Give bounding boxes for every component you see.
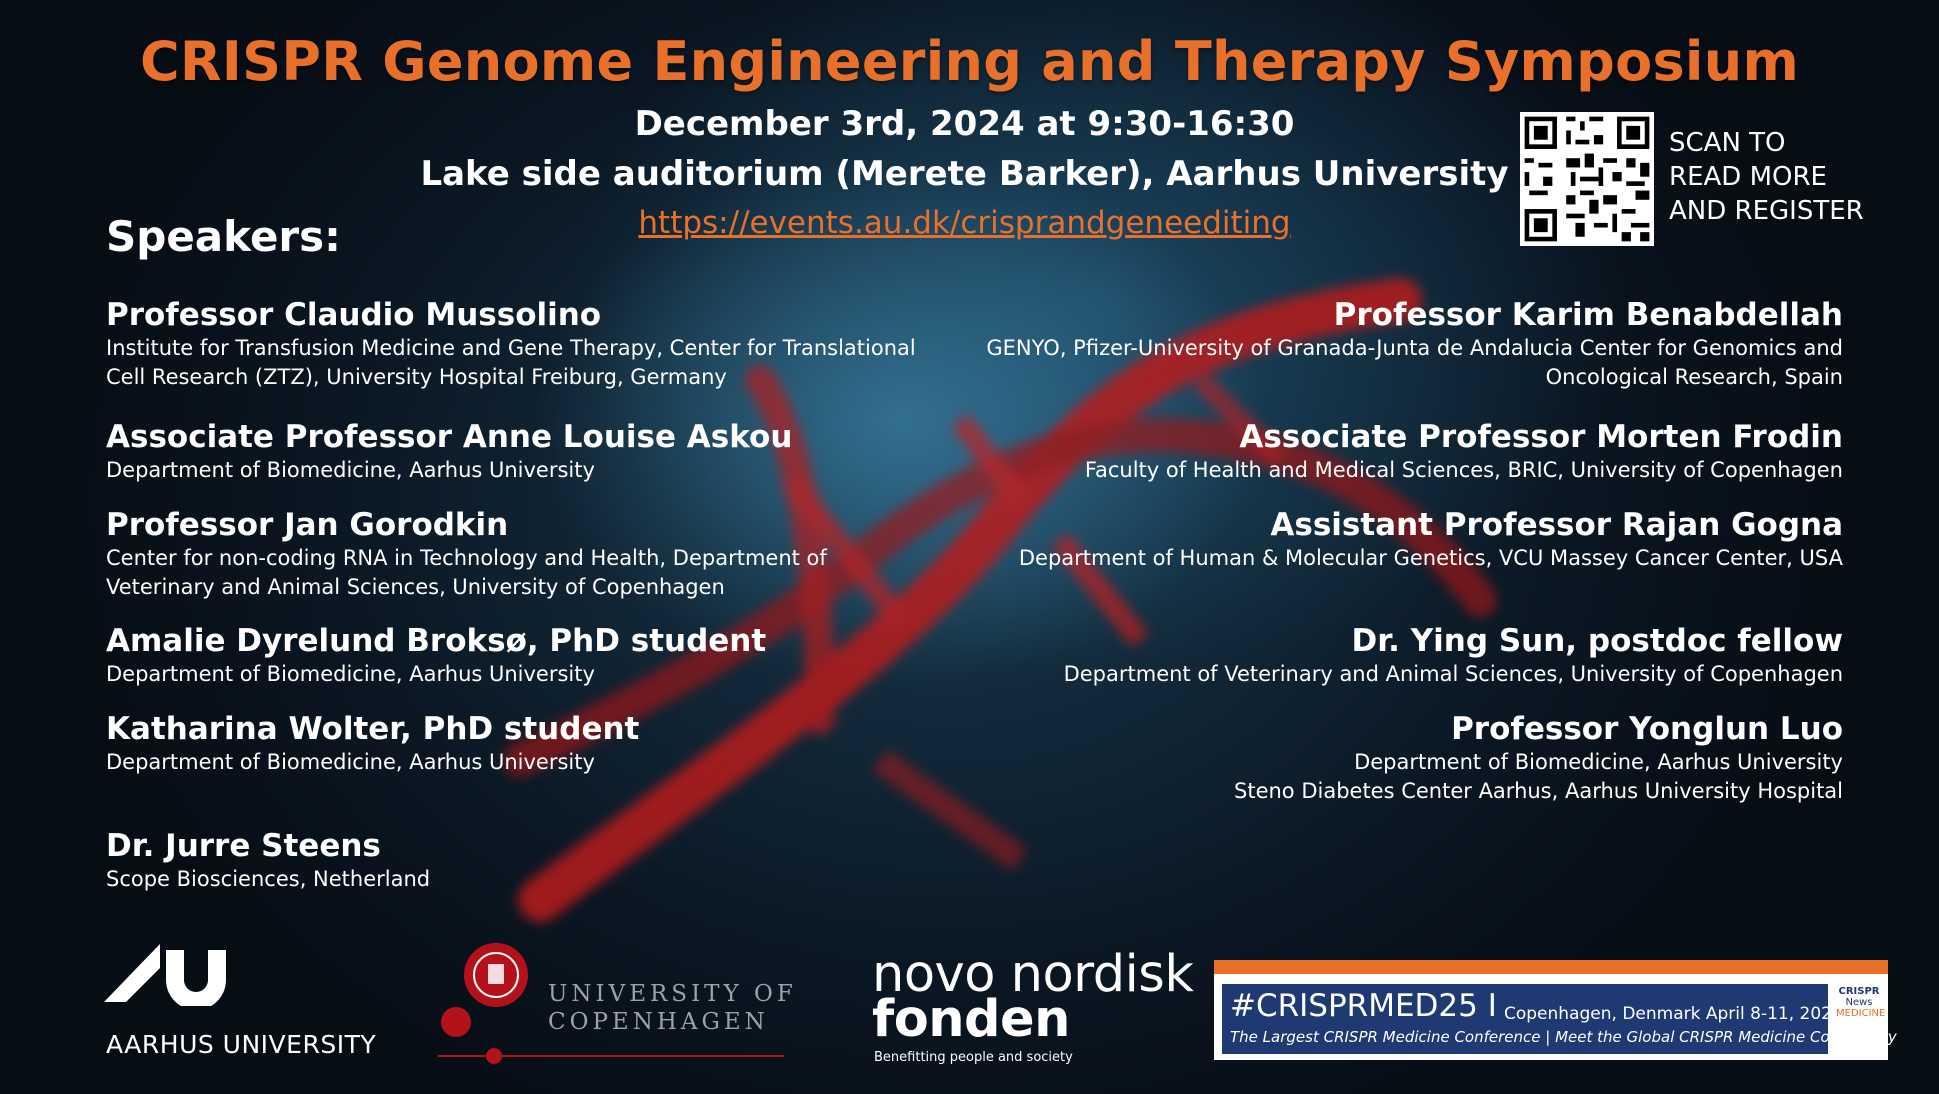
speaker-entry	[1064, 622, 1843, 689]
aarhus-university-wordmark: AARHUS UNIVERSITY	[106, 1030, 377, 1059]
speaker-name: Professor Karim Benabdellah	[1333, 297, 1843, 333]
speaker-entry	[986, 296, 1843, 392]
side-line: MEDICINE	[1836, 1008, 1886, 1019]
speaker-entry	[1085, 418, 1843, 485]
speaker-name: Professor Claudio Mussolino	[106, 297, 602, 333]
speaker-affiliation: Department of Biomedicine, Aarhus University	[106, 458, 595, 482]
speaker-affiliation: Department of Veterinary and Animal Sciences, University of Copenhagen	[1063, 662, 1843, 686]
crisprmed-hashtag: #CRISPRMED25 I	[1230, 988, 1497, 1024]
banner-top-stripe	[1214, 960, 1888, 974]
speaker-affiliation: Veterinary and Animal Sciences, University of Copenhagen	[106, 575, 725, 599]
speaker-name: Associate Professor Anne Louise Askou	[106, 419, 793, 455]
speaker-name: Katharina Wolter, PhD student	[106, 711, 640, 747]
novo-nordisk-wordmark: novo nordisk	[872, 945, 1194, 1004]
event-title: CRISPR Genome Engineering and Therapy Symposium	[139, 30, 1800, 93]
crisprmed25-banner[interactable]	[1214, 960, 1897, 1060]
speaker-affiliation: Steno Diabetes Center Aarhus, Aarhus University Hospital	[1234, 779, 1843, 803]
ku-line: UNIVERSITY OF	[548, 981, 797, 1007]
speaker-entry	[106, 506, 827, 602]
speaker-affiliation: GENYO, Pfizer-University of Granada-Junta de Andalucia Center for Genomics and	[986, 336, 1843, 360]
novo-tagline: Benefitting people and society	[874, 1050, 1073, 1065]
aarhus-university-logo-icon	[104, 940, 230, 1006]
speakers-heading: Speakers:	[106, 212, 341, 261]
ku-line: COPENHAGEN	[548, 1009, 769, 1035]
speaker-affiliation: Department of Biomedicine, Aarhus University	[106, 662, 595, 686]
side-line: CRISPR	[1838, 986, 1880, 997]
fonden-wordmark: fonden	[872, 990, 1070, 1049]
speaker-affiliation: Oncological Research, Spain	[1545, 365, 1843, 389]
qr-caption	[1669, 126, 1864, 228]
speaker-affiliation: Cell Research (ZTZ), University Hospital Freiburg, Germany	[106, 365, 727, 389]
registration-link[interactable]: https://events.au.dk/crisprandgeneediting	[638, 205, 1291, 241]
speaker-affiliation: Center for non-coding RNA in Technology and Health, Department of	[106, 546, 827, 570]
event-venue: Lake side auditorium (Merete Barker), Aarhus University	[420, 154, 1509, 194]
speaker-entry	[1019, 506, 1843, 573]
side-line: News	[1845, 997, 1873, 1008]
speaker-name: Dr. Ying Sun, postdoc fellow	[1351, 623, 1843, 659]
speaker-affiliation: Faculty of Health and Medical Sciences, BRIC, University of Copenhagen	[1084, 458, 1843, 482]
speaker-entry	[106, 418, 792, 485]
speaker-affiliation: Department of Biomedicine, Aarhus University	[106, 750, 595, 774]
university-of-copenhagen-wordmark	[548, 980, 797, 1036]
speaker-affiliation: Department of Human & Molecular Genetics, VCU Massey Cancer Center, USA	[1018, 546, 1843, 570]
crisprmed-location: Copenhagen, Denmark April 8-11, 2025	[1504, 1004, 1843, 1024]
speaker-affiliation: Scope Biosciences, Netherland	[106, 867, 431, 891]
qr-caption-line: SCAN TO	[1669, 128, 1786, 158]
qr-caption-line: AND REGISTER	[1669, 196, 1864, 226]
speaker-entry	[106, 622, 766, 689]
qr-code-icon[interactable]	[1520, 112, 1654, 246]
crispr-medicine-news-logo	[1836, 986, 1886, 1056]
speaker-name: Assistant Professor Rajan Gogna	[1270, 507, 1843, 543]
crisprmed-tagline: The Largest CRISPR Medicine Conference | Meet the Global CRISPR Medicine Community	[1230, 1028, 1897, 1046]
event-date: December 3rd, 2024 at 9:30-16:30	[634, 104, 1295, 144]
speaker-entry	[106, 296, 916, 392]
speaker-affiliation: Institute for Transfusion Medicine and Gene Therapy, Center for Translational	[106, 336, 916, 360]
qr-caption-line: READ MORE	[1669, 162, 1827, 192]
speaker-name: Professor Jan Gorodkin	[106, 507, 509, 543]
speaker-name: Associate Professor Morten Frodin	[1239, 419, 1843, 455]
speaker-entry	[106, 827, 430, 894]
speaker-name: Dr. Jurre Steens	[106, 828, 381, 864]
speaker-entry	[106, 710, 639, 777]
speaker-name: Professor Yonglun Luo	[1451, 711, 1843, 747]
speaker-affiliation: Department of Biomedicine, Aarhus University	[1354, 750, 1843, 774]
speaker-name: Amalie Dyrelund Broksø, PhD student	[106, 623, 767, 659]
speaker-entry	[1234, 710, 1843, 806]
